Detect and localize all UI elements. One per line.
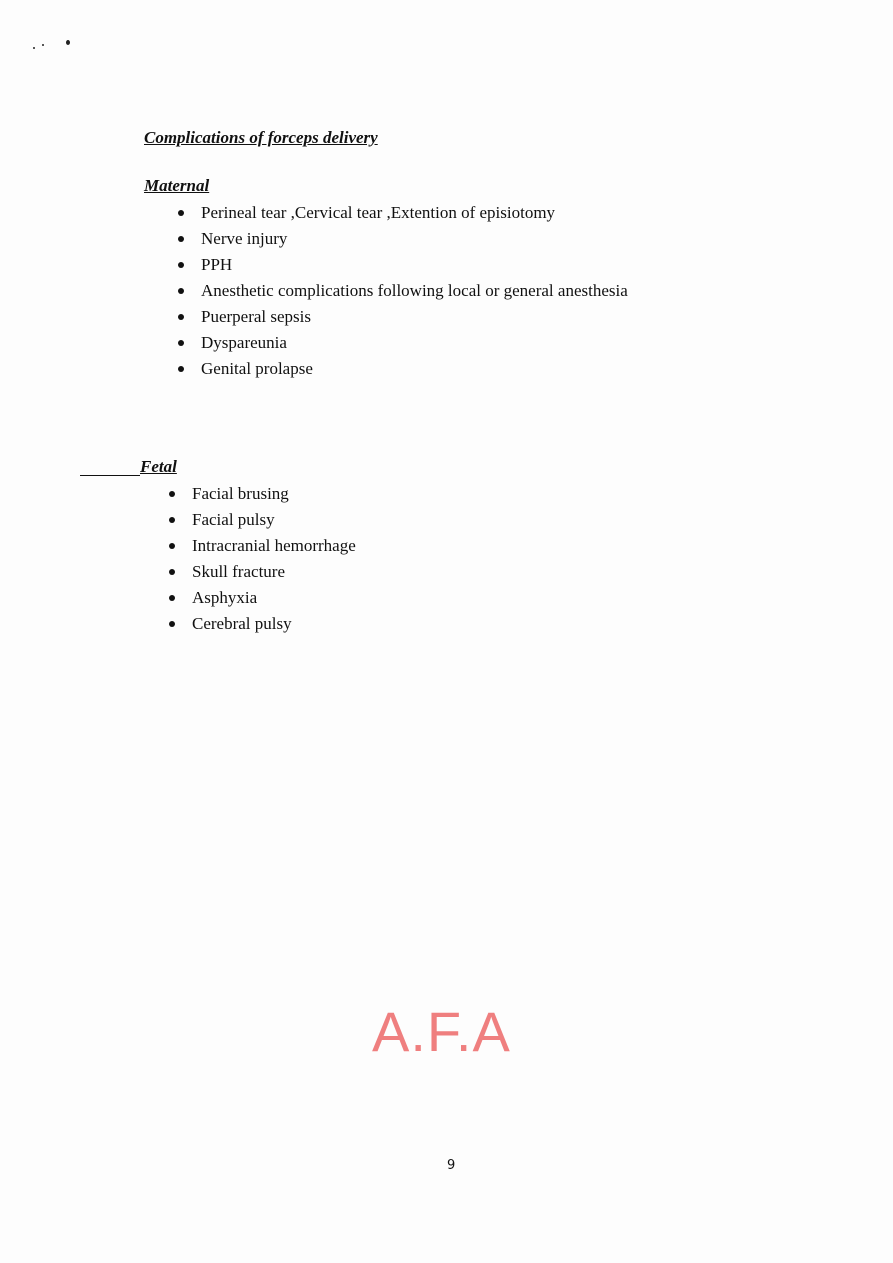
list-item-text: Cerebral pulsy <box>192 614 292 633</box>
maternal-heading: Maternal <box>144 176 210 195</box>
list-item-text: PPH <box>201 255 233 274</box>
bullet-icon <box>169 543 175 549</box>
list-item <box>192 559 356 585</box>
list-item <box>201 356 628 382</box>
list-item <box>201 304 628 330</box>
list-item <box>192 611 356 637</box>
bullet-icon <box>169 517 175 523</box>
bullet-icon <box>178 236 184 242</box>
bullet-icon <box>178 340 184 346</box>
page-number: 9 <box>447 1158 456 1173</box>
bullet-icon <box>178 210 184 216</box>
bullet-icon <box>169 491 175 497</box>
list-item <box>201 226 628 252</box>
list-item <box>192 507 356 533</box>
scan-speck <box>66 40 70 45</box>
list-item-text: Skull fracture <box>192 562 285 581</box>
bullet-icon <box>169 595 175 601</box>
list-item-text: Asphyxia <box>192 588 258 607</box>
list-item-text: Genital prolapse <box>201 359 313 378</box>
list-item <box>201 252 628 278</box>
bullet-icon <box>169 621 175 627</box>
scan-speck <box>42 44 44 46</box>
watermark: A.F.A <box>372 1000 511 1063</box>
fetal-heading-rule <box>80 475 140 476</box>
list-item <box>201 330 628 356</box>
list-item-text: Dyspareunia <box>201 333 287 352</box>
bullet-icon <box>169 569 175 575</box>
list-item-text: Facial pulsy <box>192 510 275 529</box>
bullet-icon <box>178 366 184 372</box>
list-item-text: Perineal tear ,Cervical tear ,Extention of episiotomy <box>201 203 556 222</box>
bullet-icon <box>178 314 184 320</box>
list-item-text: Puerperal sepsis <box>201 307 312 326</box>
list-item-text: Intracranial hemorrhage <box>192 536 356 555</box>
bullet-icon <box>178 288 184 294</box>
list-item <box>192 533 356 559</box>
list-item-text: Nerve injury <box>201 229 288 248</box>
list-item <box>201 278 628 304</box>
maternal-list <box>201 200 628 382</box>
fetal-list <box>192 481 356 637</box>
list-item-text: Facial brusing <box>192 484 289 503</box>
list-item-text: Anesthetic complications following local or general anesthesia <box>201 281 628 300</box>
list-item <box>192 481 356 507</box>
scan-speck <box>33 47 35 49</box>
list-item <box>192 585 356 611</box>
page-title: Complications of forceps delivery <box>144 128 378 147</box>
list-item <box>201 200 628 226</box>
bullet-icon <box>178 262 184 268</box>
fetal-heading: Fetal <box>140 457 177 476</box>
